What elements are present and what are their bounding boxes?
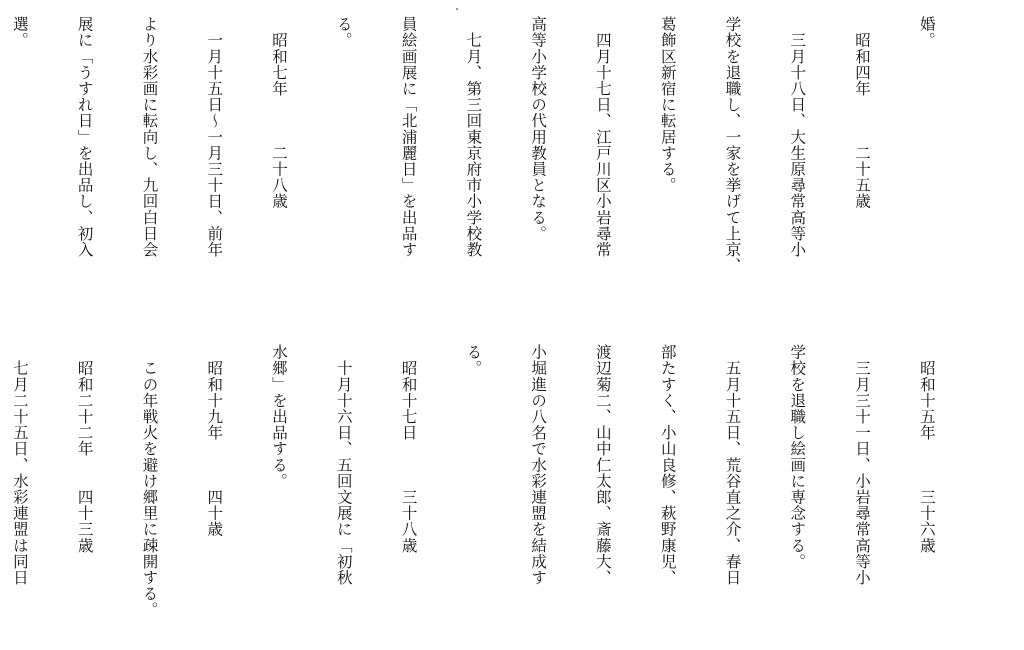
text-line: 高等小学校の代用教員となる。 [529, 16, 548, 242]
text-line: 昭和十七日 三十八歳 [399, 344, 418, 554]
text-line: 部たすく、小山良修、萩野康児、 [658, 344, 677, 586]
text-line: 一月十五日～一月三十日、前年 [205, 16, 224, 258]
text-line: 展に「うすれ日」を出品し、初入 [75, 16, 94, 258]
text-line: 三月十八日、大生原尋常高等小 [788, 16, 807, 258]
text-line: 昭和四年 二十五歳 [853, 16, 872, 210]
scan-speck [456, 8, 458, 10]
chronology-top-section [0, 16, 980, 316]
text-line: 五月十五日、荒谷直之介、春日 [723, 344, 742, 586]
text-line: より水彩画に転向し、九回白日会 [140, 16, 159, 258]
text-line: 水郷」を出品する。 [270, 344, 288, 489]
text-line: 昭和十五年 三十六歳 [917, 344, 936, 554]
text-line: 四月十七日、江戸川区小岩尋常 [593, 16, 612, 258]
text-line: 小堀進の八名で水彩連盟を結成す [529, 344, 548, 586]
text-line: 七月、第三回東京府市小学校教 [464, 16, 483, 258]
text-line: 学校を退職し、一家を挙げて上京、 [723, 16, 742, 274]
text-line: る。 [334, 16, 353, 49]
text-line: 十月十六日、五回文展に「初秋 [334, 344, 353, 586]
text-line: 員絵画展に「北浦麗日」を出品す [399, 16, 418, 258]
text-line: る。 [464, 344, 483, 377]
text-line: 渡辺菊二、山中仁太郎、斎藤大、 [593, 344, 612, 586]
text-line: 昭和二十二年 四十三歳 [75, 344, 94, 554]
chronology-bottom-section [0, 344, 980, 636]
text-line: 葛飾区新宿に転居する。 [658, 16, 677, 194]
text-line: 選。 [10, 16, 29, 49]
text-line: 三月三十一日、小岩尋常高等小 [853, 344, 872, 586]
text-line: この年戦火を避け郷里に疎開する。 [140, 344, 159, 618]
text-line: 婚。 [917, 16, 936, 49]
text-line: 学校を退職し絵画に専念する。 [788, 344, 807, 570]
text-line: 昭和十九年 四十歳 [205, 344, 224, 538]
text-line: 七月二十五日、水彩連盟は同日 [10, 344, 29, 586]
text-line: 昭和七年 二十八歳 [270, 16, 288, 210]
